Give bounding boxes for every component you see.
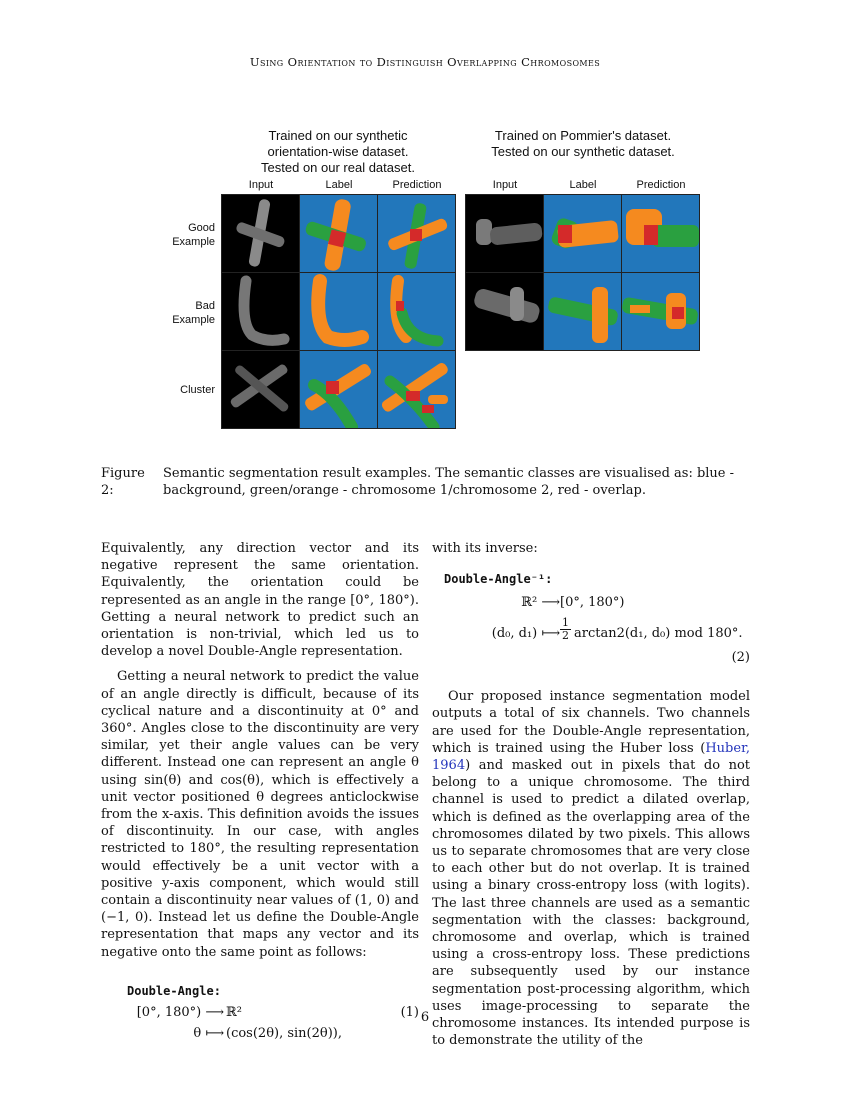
paragraph: Equivalently, any direction vector and its negative represent the same orientation. Equivalently, the orientation could be represented as an angle in the range [0°, 180°). Getting a neural network to predict such an orientation is non-trivial, which led us to develop a novel Double-Angle representation. [101, 541, 419, 660]
fraction [560, 617, 571, 642]
label-image [544, 195, 621, 272]
figure-caption [101, 465, 751, 499]
label-image [300, 273, 377, 350]
right-panel-title: Trained on Pommier's dataset. Tested on our synthetic dataset. [491, 128, 675, 159]
equation-lhs: [0°, 180°) ⟶ [136, 1004, 224, 1020]
citation-link[interactable]: Huber, 1964 [432, 740, 750, 774]
row-label-bad: Bad Example [172, 300, 215, 326]
equation-name: Double-Angle⁻¹: [444, 572, 553, 587]
label-image [300, 351, 377, 428]
right-image-grid [465, 194, 700, 351]
equation-rhs: ℝ² [226, 1004, 243, 1020]
equation-rhs: (cos(2θ), sin(2θ)), [226, 1025, 343, 1041]
prediction-image [622, 195, 699, 272]
equation-line [432, 616, 750, 647]
col-header-label-right: Label [569, 179, 597, 191]
equation-line [432, 594, 750, 611]
equation-lhs: θ ⟼ [193, 1025, 224, 1041]
fraction-numerator: 1 [562, 616, 569, 630]
equation-lhs: ℝ² ⟶ [521, 595, 560, 611]
row-label-cluster: Cluster [180, 384, 215, 396]
label-image [544, 273, 621, 350]
equation-line [101, 1025, 419, 1042]
equation-number-row [432, 649, 750, 666]
page-number: 6 [420, 1010, 430, 1025]
col-header-prediction-right: Prediction [636, 179, 686, 191]
left-panel-title: Trained on our synthetic orientation-wise dataset. Tested on our real dataset. [261, 128, 415, 175]
fraction-denominator: 2 [562, 629, 569, 643]
paragraph: with its inverse: [432, 541, 538, 556]
paragraph-text: ) and masked out in pixels that do not belong to a unique chromosome. The third channel is used to predict a dilated overlap, which is defined as the overlapping area of the chromosomes dilated by two pixels. This allows us to separate chromosomes that are very close to each other but do not overlap. It is trained using a binary cross-entropy loss (with logits). The last three channels are used as a semantic segmentation with the classes: background, chromosome and overlap, which is trained using a cross-entropy loss. These predictions are subsequently used by our instance segmentation post-processing algorithm, which uses image-processing to separate the chromosome instances. Its intended purpose is to demonstrate the utility of the [432, 758, 750, 1049]
input-image [466, 195, 543, 272]
left-column [101, 540, 419, 1042]
caption-label: Figure 2: [101, 466, 145, 498]
equation-name-row [432, 571, 750, 588]
paragraph [432, 688, 750, 1049]
input-image [222, 273, 299, 350]
left-image-grid [221, 194, 456, 429]
equation-name: Double-Angle: [127, 983, 221, 998]
input-image [222, 351, 299, 428]
paragraph: Getting a neural network to predict the value of an angle directly is difficult, because of its cyclical nature and a discontinuity at 0° and 360°. Angles close to the discontinuity are very similar, yet their angle values can be very different. Instead one can represent an angle θ using sin(θ) and cos(θ), which is effectively a unit vector positioned θ degrees anticlockwise from the x-axis. This definition avoids the issues of discontinuity. In our case, with angles restricted to 180°, the resulting representation would effectively be a unit vector with a positive y-axis component, which would still contain a discontinuity near values of (1, 0) and (−1, 0). Instead let us define the Double-Angle representation that maps any vector and its negative onto the same point as follows: [101, 669, 419, 960]
col-header-label-left: Label [325, 179, 353, 191]
equation-rhs: arctan2(d₁, d₀) mod 180°. [574, 626, 743, 642]
equation-number: (1) [400, 1004, 419, 1020]
caption-text: Semantic segmentation result examples. The semantic classes are visualised as: blue - background, green/orange - chromosome 1/chromosome 2, red - overlap. [163, 466, 735, 498]
equation-lhs: (d₀, d₁) ⟼ [491, 626, 560, 642]
equation-number: (2) [731, 650, 750, 666]
input-image [466, 273, 543, 350]
prediction-image [378, 351, 455, 428]
row-label-good: Good Example [172, 222, 215, 248]
col-header-prediction-left: Prediction [392, 179, 442, 191]
running-head: Using Orientation to Distinguish Overlapping Chromosomes [249, 55, 601, 69]
right-column [432, 540, 750, 1057]
input-image [222, 195, 299, 272]
paragraph-text: Our proposed instance segmentation model outputs a total of six channels. Two channels are used for the Double-Angle representation, which is trained using the Huber loss ( [432, 689, 750, 756]
equation-rhs: [0°, 180°) [560, 595, 625, 611]
prediction-image [622, 273, 699, 350]
label-image [300, 195, 377, 272]
equation-name-row [101, 983, 419, 1000]
col-header-input-left: Input [248, 179, 274, 191]
col-header-input-right: Input [492, 179, 518, 191]
prediction-image [378, 273, 455, 350]
prediction-image [378, 195, 455, 272]
